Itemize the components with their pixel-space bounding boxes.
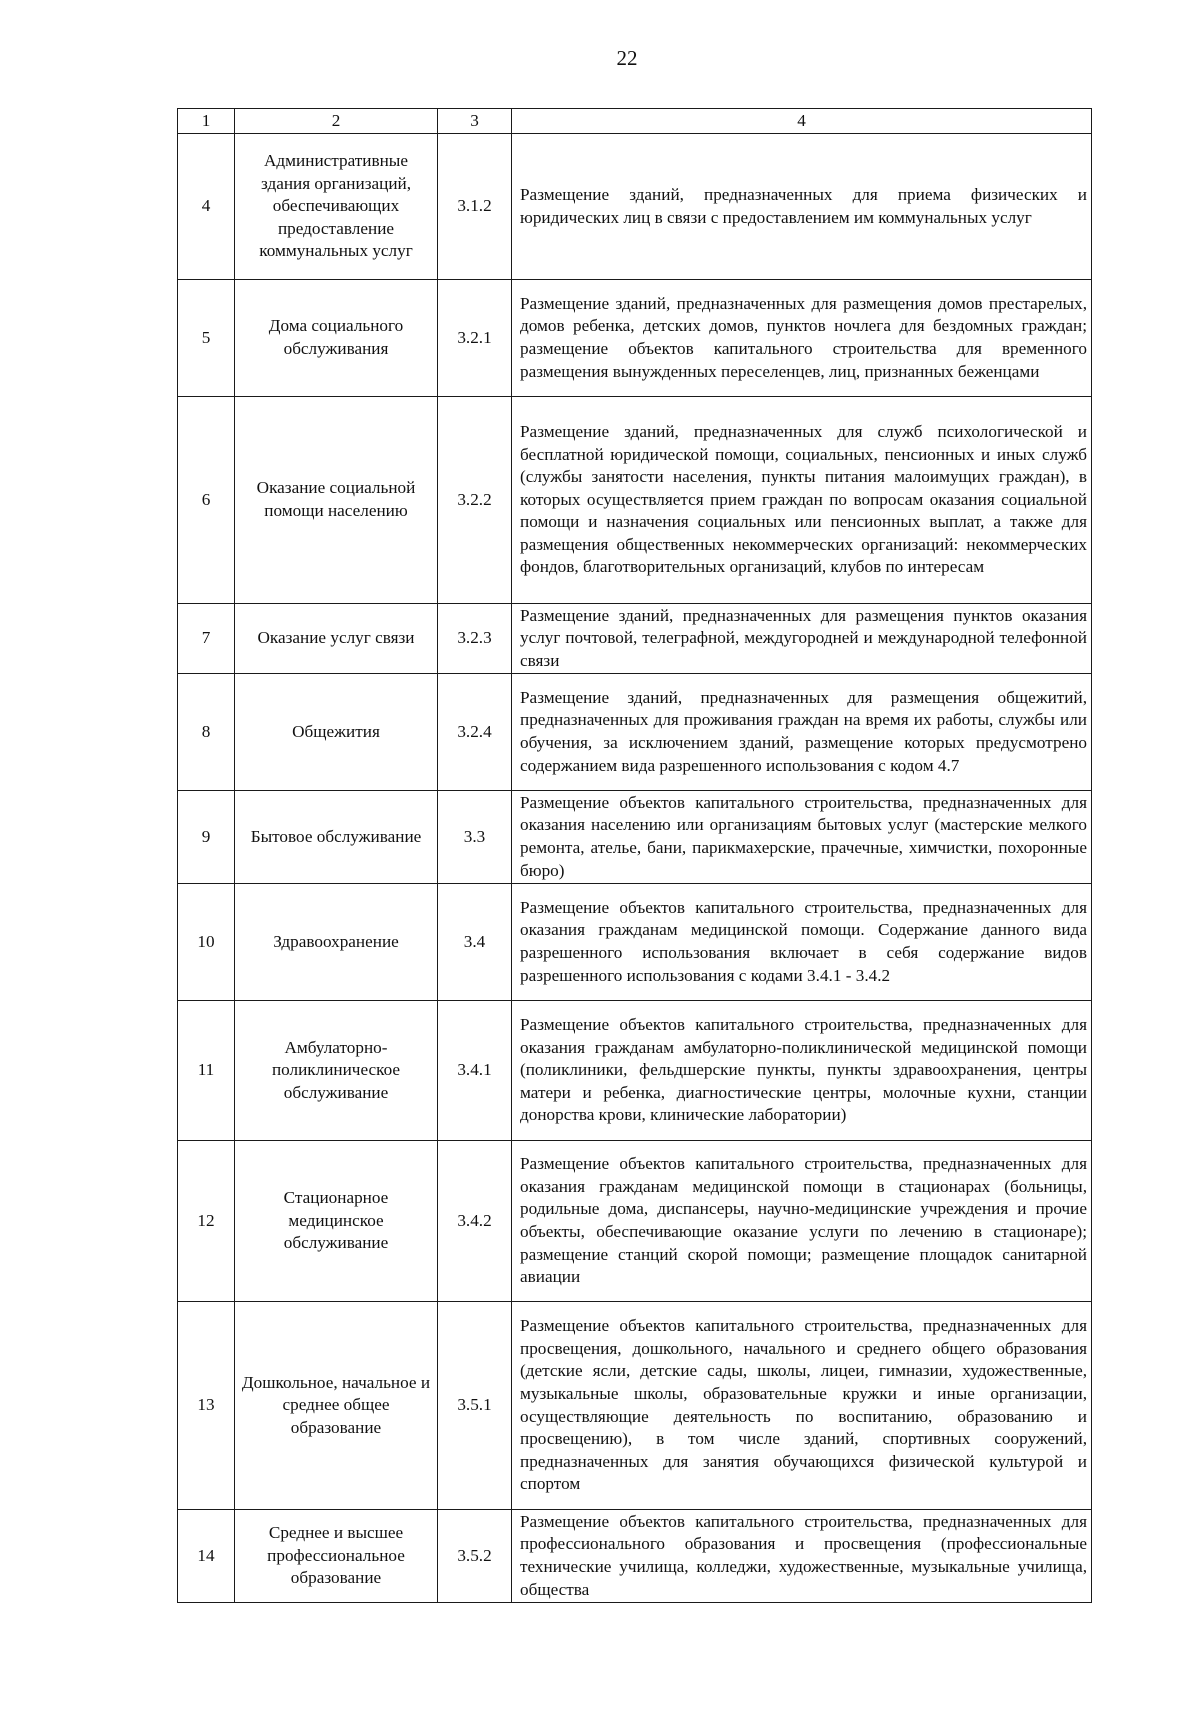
table-row — [178, 1141, 1092, 1302]
use-type-description: Размещение зданий, предназначенных для приема физических и юридических лиц в связи с предоставлением им коммунальных услуг — [512, 134, 1092, 280]
use-type-code: 3.2.2 — [438, 397, 512, 604]
land-use-table — [177, 108, 1092, 1603]
row-number: 12 — [178, 1141, 235, 1302]
use-type-name: Общежития — [235, 674, 438, 791]
use-type-name: Среднее и высшее профессиональное образование — [235, 1510, 438, 1603]
table-row — [178, 134, 1092, 280]
use-type-code: 3.4 — [438, 884, 512, 1001]
table-header-row — [178, 109, 1092, 134]
use-type-code: 3.1.2 — [438, 134, 512, 280]
row-number: 9 — [178, 791, 235, 884]
table-row — [178, 397, 1092, 604]
use-type-name: Оказание услуг связи — [235, 604, 438, 674]
use-type-name: Дома социального обслуживания — [235, 280, 438, 397]
use-type-name: Оказание социальной помощи населению — [235, 397, 438, 604]
use-type-name: Бытовое обслуживание — [235, 791, 438, 884]
use-type-description: Размещение зданий, предназначенных для размещения домов престарелых, домов ребенка, детских домов, пунктов ночлега для бездомных граждан; размещение объектов капитального строительства для временного размещения вынужденных переселенцев, лиц, признанных беженцами — [512, 280, 1092, 397]
use-type-description: Размещение объектов капитального строительства, предназначенных для профессионального образования и просвещения (профессиональные технические училища, колледжи, художественные, музыкальные училища, общества — [512, 1510, 1092, 1603]
use-type-description: Размещение зданий, предназначенных для размещения пунктов оказания услуг почтовой, телеграфной, междугородней и международной телефонной связи — [512, 604, 1092, 674]
column-header: 4 — [512, 109, 1092, 134]
use-type-name: Здравоохранение — [235, 884, 438, 1001]
use-type-description: Размещение объектов капитального строительства, предназначенных для оказания населению или организациям бытовых услуг (мастерские мелкого ремонта, ателье, бани, парикмахерские, прачечные, химчистки, похоронные бюро) — [512, 791, 1092, 884]
use-type-code: 3.4.2 — [438, 1141, 512, 1302]
table-row — [178, 1001, 1092, 1141]
use-type-code: 3.3 — [438, 791, 512, 884]
use-type-code: 3.2.1 — [438, 280, 512, 397]
use-type-description: Размещение зданий, предназначенных для служб психологической и бесплатной юридической помощи, социальных, пенсионных и иных служб (службы занятости населения, пункты питания малоимущих граждан), в которых осуществляется прием граждан по вопросам оказания социальной помощи и назначения социальных или пенсионных выплат, а также для размещения общественных некоммерческих организаций: некоммерческих фондов, благотворительных организаций, клубов по интересам — [512, 397, 1092, 604]
use-type-name: Административные здания организаций, обеспечивающих предоставление коммунальных услуг — [235, 134, 438, 280]
row-number: 10 — [178, 884, 235, 1001]
use-type-description: Размещение объектов капитального строительства, предназначенных для оказания гражданам медицинской помощи. Содержание данного вида разрешенного использования включает в себя содержание видов разрешенного использования с кодами 3.4.1 - 3.4.2 — [512, 884, 1092, 1001]
use-type-description: Размещение объектов капитального строительства, предназначенных для оказания гражданам медицинской помощи в стационарах (больницы, родильные дома, диспансеры, научно-медицинские учреждения и прочие объекты, обеспечивающие оказание услуги по лечению в стационаре); размещение станций скорой помощи; размещение площадок санитарной авиации — [512, 1141, 1092, 1302]
table-row — [178, 280, 1092, 397]
use-type-code: 3.5.2 — [438, 1510, 512, 1603]
use-type-code: 3.2.3 — [438, 604, 512, 674]
table-row — [178, 604, 1092, 674]
use-type-description: Размещение зданий, предназначенных для размещения общежитий, предназначенных для проживания граждан на время их работы, службы или обучения, за исключением зданий, размещение которых предусмотрено содержанием вида разрешенного использования с кодом 4.7 — [512, 674, 1092, 791]
table-row — [178, 1510, 1092, 1603]
row-number: 4 — [178, 134, 235, 280]
row-number: 7 — [178, 604, 235, 674]
row-number: 5 — [178, 280, 235, 397]
use-type-name: Дошкольное, начальное и среднее общее образование — [235, 1302, 438, 1510]
use-type-code: 3.5.1 — [438, 1302, 512, 1510]
table-row — [178, 674, 1092, 791]
row-number: 14 — [178, 1510, 235, 1603]
row-number: 13 — [178, 1302, 235, 1510]
column-header: 3 — [438, 109, 512, 134]
table-row — [178, 791, 1092, 884]
use-type-code: 3.4.1 — [438, 1001, 512, 1141]
column-header: 1 — [178, 109, 235, 134]
use-type-description: Размещение объектов капитального строительства, предназначенных для оказания гражданам амбулаторно-поликлинической медицинской помощи (поликлиники, фельдшерские пункты, пункты здравоохранения, центры матери и ребенка, диагностические центры, молочные кухни, станции донорства крови, клинические лаборатории) — [512, 1001, 1092, 1141]
table-row — [178, 1302, 1092, 1510]
row-number: 6 — [178, 397, 235, 604]
use-type-code: 3.2.4 — [438, 674, 512, 791]
page-number: 22 — [616, 46, 638, 70]
table-row — [178, 884, 1092, 1001]
row-number: 11 — [178, 1001, 235, 1141]
use-type-name: Амбулаторно-поликлиническое обслуживание — [235, 1001, 438, 1141]
column-header: 2 — [235, 109, 438, 134]
row-number: 8 — [178, 674, 235, 791]
use-type-name: Стационарное медицинское обслуживание — [235, 1141, 438, 1302]
use-type-description: Размещение объектов капитального строительства, предназначенных для просвещения, дошкольного, начального и среднего общего образования (детские ясли, детские сады, школы, лицеи, гимназии, художественные, музыкальные школы, образовательные кружки и иные организации, осуществляющие деятельность по воспитанию, образованию и просвещению), в том числе зданий, спортивных сооружений, предназначенных для занятия обучающихся физической культурой и спортом — [512, 1302, 1092, 1510]
